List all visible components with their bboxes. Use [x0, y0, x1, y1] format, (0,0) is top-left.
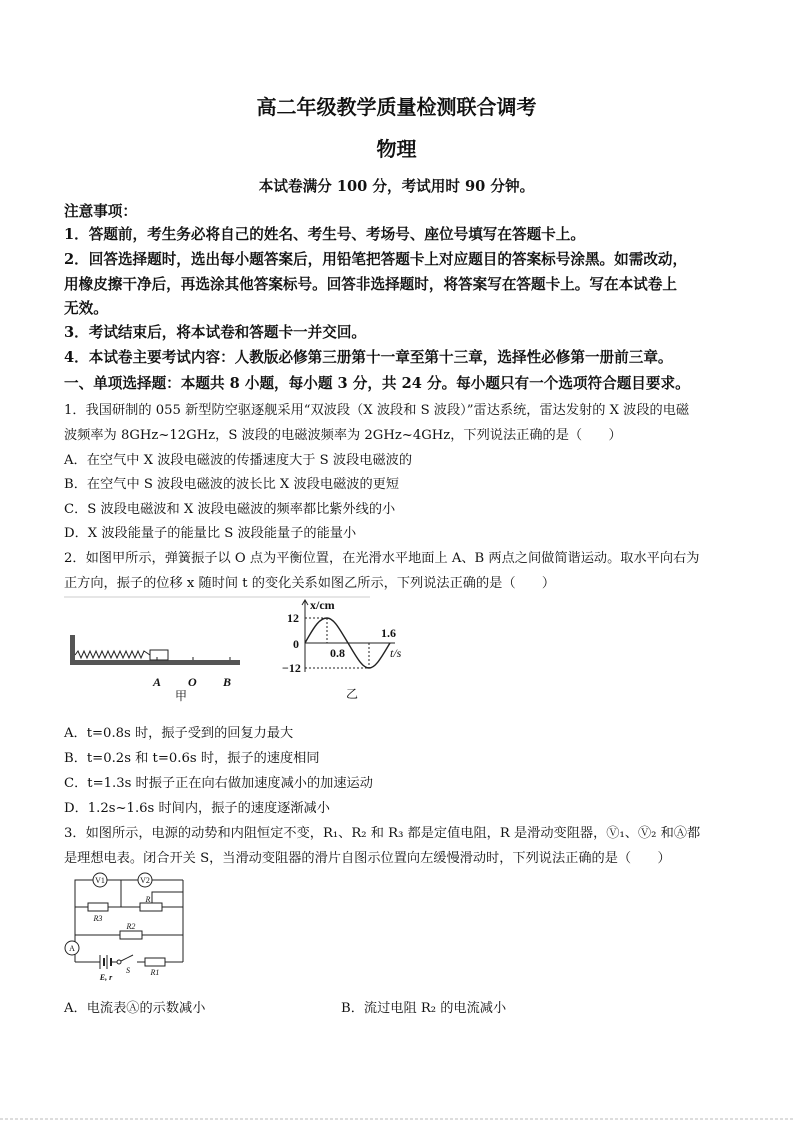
q2-option-d: D．1.2s~1.6s 时间内，振子的速度逐渐减小: [64, 801, 330, 816]
q2-option-c: C．t=1.3s 时振子正在向右做加速度减小的加速运动: [64, 776, 373, 791]
tick-0-8: 0.8: [330, 646, 345, 660]
note-line: 1．答题前，考生务必将自己的姓名、考生号、考场号、座位号填写在答题卡上。: [64, 226, 585, 243]
q2-stem: 正方向，振子的位移 x 随时间 t 的变化关系如图乙所示，下列说法正确的是（ ）: [64, 576, 556, 591]
circuit-diagram: [65, 873, 183, 969]
q1-option-b: B．在空气中 S 波段电磁波的波长比 X 波段电磁波的更短: [64, 477, 400, 492]
tick-0: 0: [293, 637, 299, 651]
caption-yi: 乙: [346, 687, 359, 701]
label-r3: R3: [93, 914, 103, 923]
label-r1: R1: [150, 968, 160, 977]
q1-stem: 波频率为 8GHz~12GHz，S 波段的电磁波频率为 2GHz~4GHz，下列说法正确的是（ ）: [64, 428, 622, 443]
note-line: 2．回答选择题时，选出每小题答案后，用铅笔把答题卡上对应题目的答案标号涂黑。如需改动，: [64, 251, 688, 268]
q1-option-d: D．X 波段能量子的能量比 S 波段能量子的能量小: [64, 526, 357, 541]
ammeter: A: [69, 944, 75, 953]
exam-title: 高二年级教学质量检测联合调考: [256, 95, 537, 119]
q3-stem: 3．如图所示，电源的动势和内阻恒定不变，R₁、R₂ 和 R₃ 都是定值电阻，R 是滑动变阻器，Ⓥ₁、Ⓥ₂ 和Ⓐ都: [64, 826, 701, 841]
q3-option-b: B．流过电阻 R₂ 的电流减小: [341, 1001, 507, 1016]
label-b: B: [223, 675, 232, 689]
voltmeter-v2: V2: [140, 876, 150, 885]
section-heading: 一、单项选择题：本题共 8 小题，每小题 3 分，共 24 分。每小题只有一个选项符合题目要求。: [64, 375, 690, 392]
label-a: A: [153, 675, 162, 689]
q2-stem: 2．如图甲所示，弹簧振子以 O 点为平衡位置，在光滑水平地面上 A、B 两点之间做简谐运动。取水平向右为: [64, 551, 700, 566]
label-emf: E, r: [99, 973, 113, 982]
label-o: O: [188, 675, 197, 689]
label-r: R: [145, 895, 151, 904]
q3-option-a: A．电流表Ⓐ的示数减小: [64, 1001, 206, 1016]
q1-option-a: A．在空气中 X 波段电磁波的传播速度大于 S 波段电磁波的: [64, 453, 413, 468]
note-line: 无效。: [64, 300, 108, 317]
note-line: 3．考试结束后，将本试卷和答题卡一并交回。: [64, 324, 367, 341]
notes-heading: 注意事项：: [64, 203, 137, 220]
q1-stem: 1．我国研制的 055 新型防空驱逐舰采用“双波段（X 波段和 S 波段）”雷达系统，雷达发射的 X 波段的电磁: [64, 403, 690, 418]
exam-info: 本试卷满分 100 分，考试用时 90 分钟。: [258, 178, 535, 195]
q2-option-a: A．t=0.8s 时，振子受到的回复力最大: [64, 726, 294, 741]
tick-neg12: −12: [282, 661, 301, 675]
caption-jia: 甲: [175, 689, 188, 703]
graph-xlabel: t/s: [390, 646, 402, 660]
q3-stem: 是理想电表。闭合开关 S，当滑动变阻器的滑片自图示位置向左缓慢滑动时，下列说法正确的是（ ）: [64, 851, 671, 866]
spring-oscillator-figure: [70, 635, 240, 665]
note-line: 用橡皮擦干净后，再选涂其他答案标号。回答非选择题时，将答案写在答题卡上。写在本试卷上: [64, 276, 677, 293]
tick-1-6: 1.6: [381, 626, 396, 640]
tick-12: 12: [287, 611, 299, 625]
label-switch: S: [126, 966, 130, 975]
q2-option-b: B．t=0.2s 和 t=0.6s 时，振子的速度相同: [64, 751, 320, 766]
note-line: 4．本试卷主要考试内容：人教版必修第三册第十一章至第十三章，选择性必修第一册前三章。: [64, 349, 673, 366]
q1-option-c: C．S 波段电磁波和 X 波段电磁波的频率都比紫外线的小: [64, 502, 396, 517]
graph-ylabel: x/cm: [310, 598, 335, 612]
voltmeter-v1: V1: [95, 876, 105, 885]
label-r2: R2: [126, 922, 136, 931]
subject-title: 物理: [376, 137, 417, 161]
